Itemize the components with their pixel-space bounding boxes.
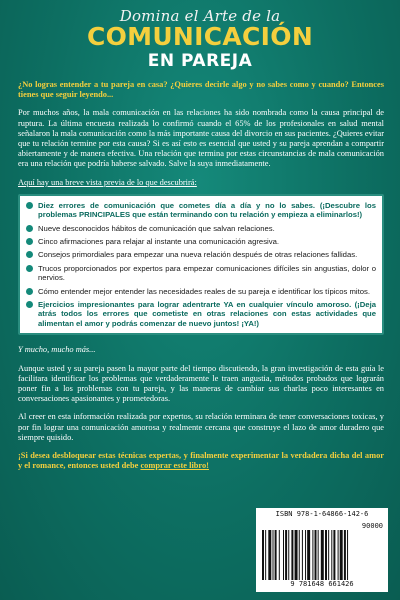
cover-header [0, 0, 400, 80]
bullet-icon [26, 238, 33, 245]
benefit-text: Cinco afirmaciones para relajar al instante una comunicación agresiva. [38, 237, 280, 247]
benefit-item [26, 224, 376, 233]
barcode-bar [338, 530, 339, 580]
and-much-more: Y mucho, mucho más... [18, 345, 96, 355]
barcode-bar [285, 530, 287, 580]
barcode-box [256, 508, 388, 592]
benefit-text: Trucos proporcionados por expertos para empezar comunicaciones difíciles sin angustias, dolor o nervios. [38, 263, 376, 283]
body-paragraph: Aunque usted y su pareja pasen la mayor parte del tiempo discutiendo, la gran investigación de esta guía le facilitara identificar los problemas que verdaderamente le traen angustia, métodos probados que lograrán poner fin a los problemas con tu pareja, y las maneras de cambiar sus charlas poco interesantes en conversaciones apasionantes y prometedoras. [18, 363, 384, 404]
barcode-bar [265, 530, 266, 580]
barcode-bar [325, 530, 327, 580]
barcode-bar [333, 530, 335, 580]
barcode-bar [283, 530, 284, 580]
barcode-bar [262, 530, 264, 580]
barcode-bar [302, 530, 303, 580]
cta-text: ¡Si desea desbloquear estas técnicas expertas, y finalmente experimentar la verdadera dicha del amor y el romance, entonces usted debe [18, 450, 384, 471]
preview-label: Aquí hay una breve vista previa de lo que descubrirá: [18, 177, 197, 187]
isbn-label: ISBN 978-1-64866-142-6 [275, 510, 369, 518]
barcode-bar [299, 530, 300, 580]
barcode-bar [307, 530, 310, 580]
barcode-bar [295, 530, 298, 580]
intro-paragraph: Por muchos años, la mala comunicación en las relaciones ha sido nombrada como la causa principal de ruptura. La última encuesta realizada lo confirmó cuando el 65% de los profesionales en salud mental señalaron la mala comunicación como la más importante causa del divorcio en sus pacientes. ¿Quieres evitar que tu relación termine por esta causa? Si es así esto es esencial que usted y su pareja aprendan a compartir abiertamente y de manera efectiva. Una relación que termina por estas circunstancias de mala comunicación era una relación que podría haberse salvado. Salve la suya inmediatamente. [18, 108, 384, 169]
barcode-bar [268, 530, 271, 580]
buy-link[interactable]: comprar este libro! [140, 461, 209, 471]
barcode-bar [273, 530, 274, 580]
call-to-action [18, 451, 384, 471]
barcode-image [262, 530, 382, 580]
book-subtitle: Domina el Arte de la [119, 7, 281, 25]
barcode-bar [331, 530, 332, 580]
bullet-icon [26, 251, 33, 258]
barcode-bar [312, 530, 313, 580]
benefit-text: Nueve desconocidos hábitos de comunicación que salvan relaciones. [38, 223, 275, 233]
barcode-bar [328, 530, 329, 580]
benefit-text: Cómo entender mejor entender las necesidades reales de su pareja e identificar los típicos mitos. [38, 286, 371, 296]
barcode-bar [275, 530, 277, 580]
hook-question: ¿No logras entender a tu pareja en casa? ¿Quieres decirle algo y no sabes como y cuando? Entonces tienes que seguir leyendo... [18, 80, 384, 100]
benefits-box [18, 194, 384, 335]
benefit-item [26, 250, 376, 259]
book-title-sub: EN PAREJA [147, 51, 253, 71]
barcode-bar [315, 530, 317, 580]
bullet-icon [26, 225, 33, 232]
benefit-item [26, 201, 376, 220]
benefit-text: Consejos primordiales para empezar una nueva relación después de otras relaciones fallidas. [38, 250, 358, 260]
isbn-number: 9 781648 661426 [290, 580, 354, 588]
barcode-bar [321, 530, 324, 580]
book-title: COMUNICACIÓN [86, 22, 314, 51]
bullet-icon [26, 202, 33, 209]
barcode-bar [344, 530, 346, 580]
bullet-icon [26, 301, 33, 308]
benefit-item [26, 287, 376, 296]
benefit-text: Ejercicios impresionantes para lograr adentrarte YA en cualquier vínculo amoroso. (¡Deja atrás todos los errores que cometiste en otras relaciones con estas actividades que alimentan el amor y podrás comenzar de nuevo juntos! ¡YA!) [38, 300, 376, 328]
bullet-icon [26, 288, 33, 295]
benefit-item [26, 264, 376, 283]
bullet-icon [26, 265, 33, 272]
barcode-bar [347, 530, 348, 580]
body-paragraph: Al creer en esta información realizada por expertos, su relación terminara de tener conversaciones toxicas, y por fin lograr una comunicación amorosa y realmente cercana que construye el lazo de amor duradero que siempre quisido. [18, 412, 384, 442]
price-code: 90000 [361, 522, 383, 530]
benefit-item [26, 300, 376, 328]
barcode-bar [305, 530, 306, 580]
barcode-bar [279, 530, 280, 580]
barcode-bar [340, 530, 343, 580]
benefit-item [26, 237, 376, 246]
barcode-bar [318, 530, 319, 580]
barcode-bar [291, 530, 293, 580]
barcode-bar [288, 530, 289, 580]
back-cover-text [18, 80, 384, 471]
benefit-text: Diez errores de comunicación que cometes día a día y no lo sabes. (¡Descubre los problemas PRINCIPALES que están terminando con tu relación y empieza a eliminarlos!) [38, 200, 376, 220]
